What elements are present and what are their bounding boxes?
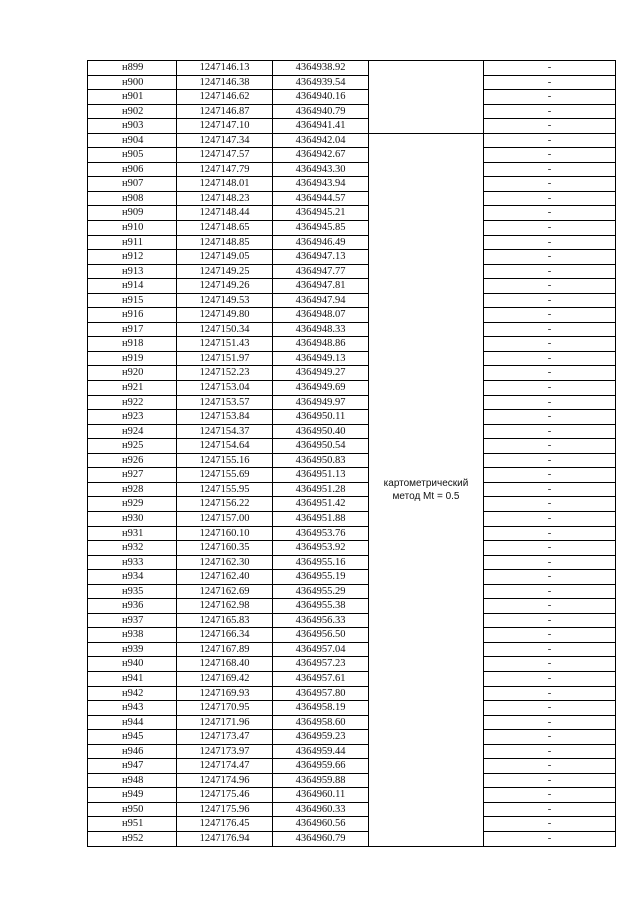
note-cell: - bbox=[484, 410, 616, 425]
x-coordinate-cell: 1247148.01 bbox=[177, 177, 273, 192]
y-coordinate-cell: 4364939.54 bbox=[273, 75, 369, 90]
x-coordinate-cell: 1247162.98 bbox=[177, 599, 273, 614]
table-row bbox=[88, 657, 616, 672]
table-row bbox=[88, 162, 616, 177]
point-name-cell: н935 bbox=[88, 584, 177, 599]
note-cell: - bbox=[484, 424, 616, 439]
note-cell: - bbox=[484, 788, 616, 803]
table-row bbox=[88, 235, 616, 250]
table-row bbox=[88, 381, 616, 396]
table-row bbox=[88, 526, 616, 541]
y-coordinate-cell: 4364950.83 bbox=[273, 453, 369, 468]
y-coordinate-cell: 4364951.13 bbox=[273, 468, 369, 483]
point-name-cell: н950 bbox=[88, 802, 177, 817]
table-row bbox=[88, 817, 616, 832]
note-cell: - bbox=[484, 628, 616, 643]
table-row bbox=[88, 424, 616, 439]
note-cell: - bbox=[484, 75, 616, 90]
table-row bbox=[88, 206, 616, 221]
x-coordinate-cell: 1247146.13 bbox=[177, 61, 273, 76]
table-row bbox=[88, 482, 616, 497]
point-name-cell: н913 bbox=[88, 264, 177, 279]
point-name-cell: н943 bbox=[88, 701, 177, 716]
note-cell: - bbox=[484, 104, 616, 119]
point-name-cell: н905 bbox=[88, 148, 177, 163]
x-coordinate-cell: 1247169.93 bbox=[177, 686, 273, 701]
point-name-cell: н915 bbox=[88, 293, 177, 308]
y-coordinate-cell: 4364949.97 bbox=[273, 395, 369, 410]
x-coordinate-cell: 1247148.23 bbox=[177, 191, 273, 206]
point-name-cell: н930 bbox=[88, 511, 177, 526]
point-name-cell: н951 bbox=[88, 817, 177, 832]
point-name-cell: н918 bbox=[88, 337, 177, 352]
x-coordinate-cell: 1247152.23 bbox=[177, 366, 273, 381]
x-coordinate-cell: 1247167.89 bbox=[177, 642, 273, 657]
y-coordinate-cell: 4364945.85 bbox=[273, 221, 369, 236]
x-coordinate-cell: 1247162.69 bbox=[177, 584, 273, 599]
table-row bbox=[88, 279, 616, 294]
point-name-cell: н907 bbox=[88, 177, 177, 192]
table-row bbox=[88, 541, 616, 556]
note-cell: - bbox=[484, 395, 616, 410]
table-row bbox=[88, 104, 616, 119]
point-name-cell: н939 bbox=[88, 642, 177, 657]
x-coordinate-cell: 1247155.69 bbox=[177, 468, 273, 483]
y-coordinate-cell: 4364957.23 bbox=[273, 657, 369, 672]
y-coordinate-cell: 4364946.49 bbox=[273, 235, 369, 250]
y-coordinate-cell: 4364941.41 bbox=[273, 119, 369, 134]
note-cell: - bbox=[484, 482, 616, 497]
point-name-cell: н901 bbox=[88, 90, 177, 105]
x-coordinate-cell: 1247155.95 bbox=[177, 482, 273, 497]
y-coordinate-cell: 4364949.69 bbox=[273, 381, 369, 396]
x-coordinate-cell: 1247153.04 bbox=[177, 381, 273, 396]
note-cell: - bbox=[484, 90, 616, 105]
x-coordinate-cell: 1247149.53 bbox=[177, 293, 273, 308]
x-coordinate-cell: 1247150.34 bbox=[177, 322, 273, 337]
method-cell-empty bbox=[369, 119, 484, 134]
x-coordinate-cell: 1247148.44 bbox=[177, 206, 273, 221]
y-coordinate-cell: 4364953.76 bbox=[273, 526, 369, 541]
table-row bbox=[88, 148, 616, 163]
note-cell: - bbox=[484, 191, 616, 206]
table-row bbox=[88, 191, 616, 206]
point-name-cell: н942 bbox=[88, 686, 177, 701]
note-cell: - bbox=[484, 715, 616, 730]
point-name-cell: н910 bbox=[88, 221, 177, 236]
y-coordinate-cell: 4364947.94 bbox=[273, 293, 369, 308]
table-row bbox=[88, 831, 616, 846]
table-row bbox=[88, 555, 616, 570]
table-row bbox=[88, 322, 616, 337]
y-coordinate-cell: 4364944.57 bbox=[273, 191, 369, 206]
y-coordinate-cell: 4364947.81 bbox=[273, 279, 369, 294]
y-coordinate-cell: 4364940.79 bbox=[273, 104, 369, 119]
y-coordinate-cell: 4364950.11 bbox=[273, 410, 369, 425]
note-cell: - bbox=[484, 744, 616, 759]
note-cell: - bbox=[484, 162, 616, 177]
x-coordinate-cell: 1247149.05 bbox=[177, 250, 273, 265]
x-coordinate-cell: 1247174.47 bbox=[177, 759, 273, 774]
x-coordinate-cell: 1247162.30 bbox=[177, 555, 273, 570]
point-name-cell: н948 bbox=[88, 773, 177, 788]
note-cell: - bbox=[484, 337, 616, 352]
table-row bbox=[88, 119, 616, 134]
y-coordinate-cell: 4364957.80 bbox=[273, 686, 369, 701]
table-row bbox=[88, 715, 616, 730]
table-row bbox=[88, 788, 616, 803]
note-cell: - bbox=[484, 177, 616, 192]
x-coordinate-cell: 1247176.45 bbox=[177, 817, 273, 832]
y-coordinate-cell: 4364947.13 bbox=[273, 250, 369, 265]
y-coordinate-cell: 4364960.33 bbox=[273, 802, 369, 817]
x-coordinate-cell: 1247153.57 bbox=[177, 395, 273, 410]
x-coordinate-cell: 1247169.42 bbox=[177, 671, 273, 686]
note-cell: - bbox=[484, 322, 616, 337]
note-cell: - bbox=[484, 701, 616, 716]
y-coordinate-cell: 4364959.66 bbox=[273, 759, 369, 774]
x-coordinate-cell: 1247171.96 bbox=[177, 715, 273, 730]
point-name-cell: н923 bbox=[88, 410, 177, 425]
x-coordinate-cell: 1247151.43 bbox=[177, 337, 273, 352]
y-coordinate-cell: 4364943.94 bbox=[273, 177, 369, 192]
table-row bbox=[88, 802, 616, 817]
point-name-cell: н917 bbox=[88, 322, 177, 337]
x-coordinate-cell: 1247146.62 bbox=[177, 90, 273, 105]
table-row bbox=[88, 773, 616, 788]
table-row bbox=[88, 599, 616, 614]
table-row bbox=[88, 730, 616, 745]
x-coordinate-cell: 1247173.97 bbox=[177, 744, 273, 759]
note-cell: - bbox=[484, 133, 616, 148]
point-name-cell: н932 bbox=[88, 541, 177, 556]
note-cell: - bbox=[484, 148, 616, 163]
note-cell: - bbox=[484, 570, 616, 585]
point-name-cell: н947 bbox=[88, 759, 177, 774]
table-row bbox=[88, 584, 616, 599]
x-coordinate-cell: 1247146.38 bbox=[177, 75, 273, 90]
note-cell: - bbox=[484, 831, 616, 846]
x-coordinate-cell: 1247160.35 bbox=[177, 541, 273, 556]
table-row bbox=[88, 250, 616, 265]
point-name-cell: н914 bbox=[88, 279, 177, 294]
y-coordinate-cell: 4364953.92 bbox=[273, 541, 369, 556]
x-coordinate-cell: 1247156.22 bbox=[177, 497, 273, 512]
point-name-cell: н899 bbox=[88, 61, 177, 76]
y-coordinate-cell: 4364942.04 bbox=[273, 133, 369, 148]
x-coordinate-cell: 1247149.80 bbox=[177, 308, 273, 323]
point-name-cell: н926 bbox=[88, 453, 177, 468]
table-row bbox=[88, 759, 616, 774]
x-coordinate-cell: 1247162.40 bbox=[177, 570, 273, 585]
note-cell: - bbox=[484, 584, 616, 599]
table-row bbox=[88, 439, 616, 454]
table-row bbox=[88, 642, 616, 657]
method-cell-empty bbox=[369, 104, 484, 119]
y-coordinate-cell: 4364955.38 bbox=[273, 599, 369, 614]
y-coordinate-cell: 4364945.21 bbox=[273, 206, 369, 221]
x-coordinate-cell: 1247151.97 bbox=[177, 351, 273, 366]
note-cell: - bbox=[484, 497, 616, 512]
table-row bbox=[88, 90, 616, 105]
y-coordinate-cell: 4364942.67 bbox=[273, 148, 369, 163]
note-cell: - bbox=[484, 657, 616, 672]
method-cell-empty bbox=[369, 90, 484, 105]
point-name-cell: н929 bbox=[88, 497, 177, 512]
table-row bbox=[88, 744, 616, 759]
point-name-cell: н921 bbox=[88, 381, 177, 396]
point-name-cell: н902 bbox=[88, 104, 177, 119]
point-name-cell: н928 bbox=[88, 482, 177, 497]
note-cell: - bbox=[484, 264, 616, 279]
x-coordinate-cell: 1247174.96 bbox=[177, 773, 273, 788]
method-cell-empty bbox=[369, 75, 484, 90]
y-coordinate-cell: 4364959.44 bbox=[273, 744, 369, 759]
coordinates-table-body bbox=[88, 61, 616, 847]
note-cell: - bbox=[484, 351, 616, 366]
note-cell: - bbox=[484, 817, 616, 832]
y-coordinate-cell: 4364959.88 bbox=[273, 773, 369, 788]
table-row bbox=[88, 497, 616, 512]
point-name-cell: н916 bbox=[88, 308, 177, 323]
point-name-cell: н934 bbox=[88, 570, 177, 585]
note-cell: - bbox=[484, 599, 616, 614]
x-coordinate-cell: 1247147.34 bbox=[177, 133, 273, 148]
x-coordinate-cell: 1247166.34 bbox=[177, 628, 273, 643]
table-row bbox=[88, 628, 616, 643]
note-cell: - bbox=[484, 541, 616, 556]
x-coordinate-cell: 1247147.10 bbox=[177, 119, 273, 134]
x-coordinate-cell: 1247160.10 bbox=[177, 526, 273, 541]
table-row bbox=[88, 468, 616, 483]
table-row bbox=[88, 395, 616, 410]
x-coordinate-cell: 1247170.95 bbox=[177, 701, 273, 716]
note-cell: - bbox=[484, 613, 616, 628]
table-row bbox=[88, 570, 616, 585]
y-coordinate-cell: 4364951.28 bbox=[273, 482, 369, 497]
point-name-cell: н912 bbox=[88, 250, 177, 265]
note-cell: - bbox=[484, 381, 616, 396]
table-row bbox=[88, 221, 616, 236]
y-coordinate-cell: 4364960.79 bbox=[273, 831, 369, 846]
table-row bbox=[88, 366, 616, 381]
x-coordinate-cell: 1247165.83 bbox=[177, 613, 273, 628]
table-row bbox=[88, 308, 616, 323]
point-name-cell: н925 bbox=[88, 439, 177, 454]
note-cell: - bbox=[484, 250, 616, 265]
x-coordinate-cell: 1247154.64 bbox=[177, 439, 273, 454]
x-coordinate-cell: 1247147.57 bbox=[177, 148, 273, 163]
point-name-cell: н933 bbox=[88, 555, 177, 570]
point-name-cell: н922 bbox=[88, 395, 177, 410]
point-name-cell: н946 bbox=[88, 744, 177, 759]
x-coordinate-cell: 1247175.96 bbox=[177, 802, 273, 817]
y-coordinate-cell: 4364958.60 bbox=[273, 715, 369, 730]
x-coordinate-cell: 1247153.84 bbox=[177, 410, 273, 425]
table-row bbox=[88, 264, 616, 279]
table-row bbox=[88, 177, 616, 192]
note-cell: - bbox=[484, 235, 616, 250]
y-coordinate-cell: 4364938.92 bbox=[273, 61, 369, 76]
point-name-cell: н938 bbox=[88, 628, 177, 643]
y-coordinate-cell: 4364958.19 bbox=[273, 701, 369, 716]
point-name-cell: н919 bbox=[88, 351, 177, 366]
y-coordinate-cell: 4364957.61 bbox=[273, 671, 369, 686]
y-coordinate-cell: 4364940.16 bbox=[273, 90, 369, 105]
note-cell: - bbox=[484, 802, 616, 817]
y-coordinate-cell: 4364943.30 bbox=[273, 162, 369, 177]
table-row bbox=[88, 613, 616, 628]
note-cell: - bbox=[484, 279, 616, 294]
note-cell: - bbox=[484, 366, 616, 381]
y-coordinate-cell: 4364955.29 bbox=[273, 584, 369, 599]
table-row bbox=[88, 351, 616, 366]
point-name-cell: н952 bbox=[88, 831, 177, 846]
x-coordinate-cell: 1247157.00 bbox=[177, 511, 273, 526]
note-cell: - bbox=[484, 453, 616, 468]
x-coordinate-cell: 1247168.40 bbox=[177, 657, 273, 672]
y-coordinate-cell: 4364957.04 bbox=[273, 642, 369, 657]
y-coordinate-cell: 4364949.27 bbox=[273, 366, 369, 381]
table-row bbox=[88, 61, 616, 76]
note-cell: - bbox=[484, 526, 616, 541]
point-name-cell: н908 bbox=[88, 191, 177, 206]
x-coordinate-cell: 1247148.85 bbox=[177, 235, 273, 250]
note-cell: - bbox=[484, 773, 616, 788]
y-coordinate-cell: 4364955.16 bbox=[273, 555, 369, 570]
y-coordinate-cell: 4364948.33 bbox=[273, 322, 369, 337]
table-row bbox=[88, 75, 616, 90]
y-coordinate-cell: 4364950.40 bbox=[273, 424, 369, 439]
note-cell: - bbox=[484, 221, 616, 236]
coordinates-table bbox=[87, 60, 616, 847]
y-coordinate-cell: 4364960.11 bbox=[273, 788, 369, 803]
y-coordinate-cell: 4364956.50 bbox=[273, 628, 369, 643]
y-coordinate-cell: 4364947.77 bbox=[273, 264, 369, 279]
note-cell: - bbox=[484, 293, 616, 308]
x-coordinate-cell: 1247173.47 bbox=[177, 730, 273, 745]
note-cell: - bbox=[484, 671, 616, 686]
note-cell: - bbox=[484, 468, 616, 483]
x-coordinate-cell: 1247146.87 bbox=[177, 104, 273, 119]
x-coordinate-cell: 1247155.16 bbox=[177, 453, 273, 468]
point-name-cell: н941 bbox=[88, 671, 177, 686]
point-name-cell: н906 bbox=[88, 162, 177, 177]
note-cell: - bbox=[484, 730, 616, 745]
y-coordinate-cell: 4364948.86 bbox=[273, 337, 369, 352]
y-coordinate-cell: 4364951.88 bbox=[273, 511, 369, 526]
note-cell: - bbox=[484, 686, 616, 701]
y-coordinate-cell: 4364959.23 bbox=[273, 730, 369, 745]
note-cell: - bbox=[484, 642, 616, 657]
table-row bbox=[88, 671, 616, 686]
x-coordinate-cell: 1247149.25 bbox=[177, 264, 273, 279]
note-cell: - bbox=[484, 759, 616, 774]
point-name-cell: н904 bbox=[88, 133, 177, 148]
table-row bbox=[88, 511, 616, 526]
method-accuracy-text: метод Mt = 0.5 bbox=[392, 490, 460, 502]
point-name-cell: н920 bbox=[88, 366, 177, 381]
table-row bbox=[88, 337, 616, 352]
point-name-cell: н945 bbox=[88, 730, 177, 745]
table-row bbox=[88, 701, 616, 716]
table-row bbox=[88, 453, 616, 468]
point-name-cell: н903 bbox=[88, 119, 177, 134]
table-row bbox=[88, 293, 616, 308]
x-coordinate-cell: 1247149.26 bbox=[177, 279, 273, 294]
point-name-cell: н940 bbox=[88, 657, 177, 672]
point-name-cell: н944 bbox=[88, 715, 177, 730]
y-coordinate-cell: 4364950.54 bbox=[273, 439, 369, 454]
x-coordinate-cell: 1247154.37 bbox=[177, 424, 273, 439]
method-cell bbox=[369, 133, 484, 846]
x-coordinate-cell: 1247175.46 bbox=[177, 788, 273, 803]
y-coordinate-cell: 4364948.07 bbox=[273, 308, 369, 323]
point-name-cell: н937 bbox=[88, 613, 177, 628]
point-name-cell: н936 bbox=[88, 599, 177, 614]
note-cell: - bbox=[484, 206, 616, 221]
note-cell: - bbox=[484, 555, 616, 570]
y-coordinate-cell: 4364960.56 bbox=[273, 817, 369, 832]
x-coordinate-cell: 1247176.94 bbox=[177, 831, 273, 846]
point-name-cell: н911 bbox=[88, 235, 177, 250]
y-coordinate-cell: 4364951.42 bbox=[273, 497, 369, 512]
y-coordinate-cell: 4364949.13 bbox=[273, 351, 369, 366]
note-cell: - bbox=[484, 61, 616, 76]
point-name-cell: н924 bbox=[88, 424, 177, 439]
method-name-text: картометрический bbox=[383, 477, 469, 489]
table-row bbox=[88, 686, 616, 701]
point-name-cell: н900 bbox=[88, 75, 177, 90]
table-row bbox=[88, 410, 616, 425]
x-coordinate-cell: 1247147.79 bbox=[177, 162, 273, 177]
point-name-cell: н931 bbox=[88, 526, 177, 541]
y-coordinate-cell: 4364955.19 bbox=[273, 570, 369, 585]
point-name-cell: н927 bbox=[88, 468, 177, 483]
note-cell: - bbox=[484, 119, 616, 134]
note-cell: - bbox=[484, 511, 616, 526]
note-cell: - bbox=[484, 308, 616, 323]
point-name-cell: н909 bbox=[88, 206, 177, 221]
method-cell-empty bbox=[369, 61, 484, 76]
note-cell: - bbox=[484, 439, 616, 454]
point-name-cell: н949 bbox=[88, 788, 177, 803]
y-coordinate-cell: 4364956.33 bbox=[273, 613, 369, 628]
x-coordinate-cell: 1247148.65 bbox=[177, 221, 273, 236]
table-row bbox=[88, 133, 616, 148]
